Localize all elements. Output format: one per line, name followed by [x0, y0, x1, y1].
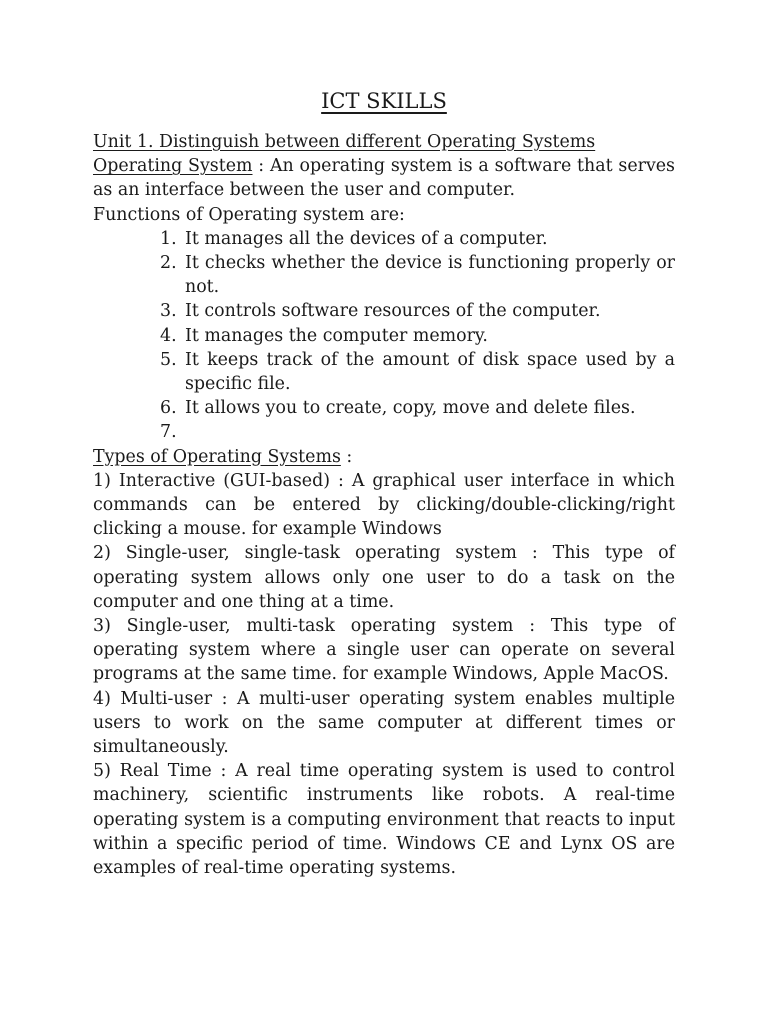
unit-heading: Unit 1. Distinguish between different Operating Systems: [93, 132, 596, 152]
types-list: [93, 469, 675, 880]
list-item: 5) Real Time : A real time operating system is used to control machinery, scientific instruments like robots. A real-time operating system is a computing environment that reacts to input within a specific period of time. Windows CE and Lynx OS are examples of real-time operating systems.: [93, 761, 675, 879]
functions-list: [93, 227, 675, 445]
definition-paragraph: [93, 154, 675, 202]
list-text: [185, 420, 675, 444]
list-text: It manages all the devices of a computer.: [185, 228, 548, 249]
list-item: [160, 396, 675, 420]
types-heading: Types of Operating Systems: [93, 446, 341, 467]
list-number: 4.: [160, 325, 177, 346]
document-page: [93, 86, 675, 880]
types-heading-suffix: :: [340, 446, 353, 467]
list-text: It keeps track of the amount of disk space used by a specific file.: [185, 349, 675, 395]
document-title: ICT SKILLS: [321, 89, 447, 113]
functions-intro: Functions of Operating system are:: [93, 204, 405, 225]
list-number: 7.: [160, 422, 177, 443]
list-number: 2.: [160, 253, 177, 274]
definition-text: : An operating system is a software that serves as an interface between the user and computer.: [93, 156, 675, 201]
list-item: 2) Single-user, single-task operating system : This type of operating system allows only one user to do a task on the computer and one thing at a time.: [93, 543, 675, 612]
list-text: It controls software resources of the computer.: [185, 301, 601, 322]
list-item: [160, 324, 675, 348]
list-item: [160, 348, 675, 396]
list-text: It checks whether the device is functioning properly or not.: [185, 253, 675, 298]
list-item: [160, 299, 675, 323]
unit-heading-paragraph: [93, 130, 675, 154]
list-item: [160, 227, 675, 251]
list-text: It manages the computer memory.: [185, 325, 488, 346]
list-item: 3) Single-user, multi-task operating system : This type of operating system where a single user can operate on several programs at the same time. for example Windows, Apple MacOS.: [93, 616, 675, 685]
list-text: It allows you to create, copy, move and delete files.: [185, 398, 636, 419]
list-number: 5.: [160, 349, 177, 370]
definition-term: Operating System: [93, 156, 253, 177]
list-item: 1) Interactive (GUI-based) : A graphical user interface in which commands can be entered by clicking/double-clicking/right clicking a mouse. for example Windows: [93, 470, 675, 540]
list-number: 3.: [160, 301, 177, 322]
list-item: [160, 420, 675, 444]
list-number: 1.: [160, 228, 177, 249]
list-item: 4) Multi-user : A multi-user operating system enables multiple users to work on the same computer at different times or simultaneously.: [93, 688, 675, 758]
list-number: 6.: [160, 398, 177, 419]
types-heading-paragraph: [93, 445, 675, 469]
list-item: [160, 251, 675, 299]
